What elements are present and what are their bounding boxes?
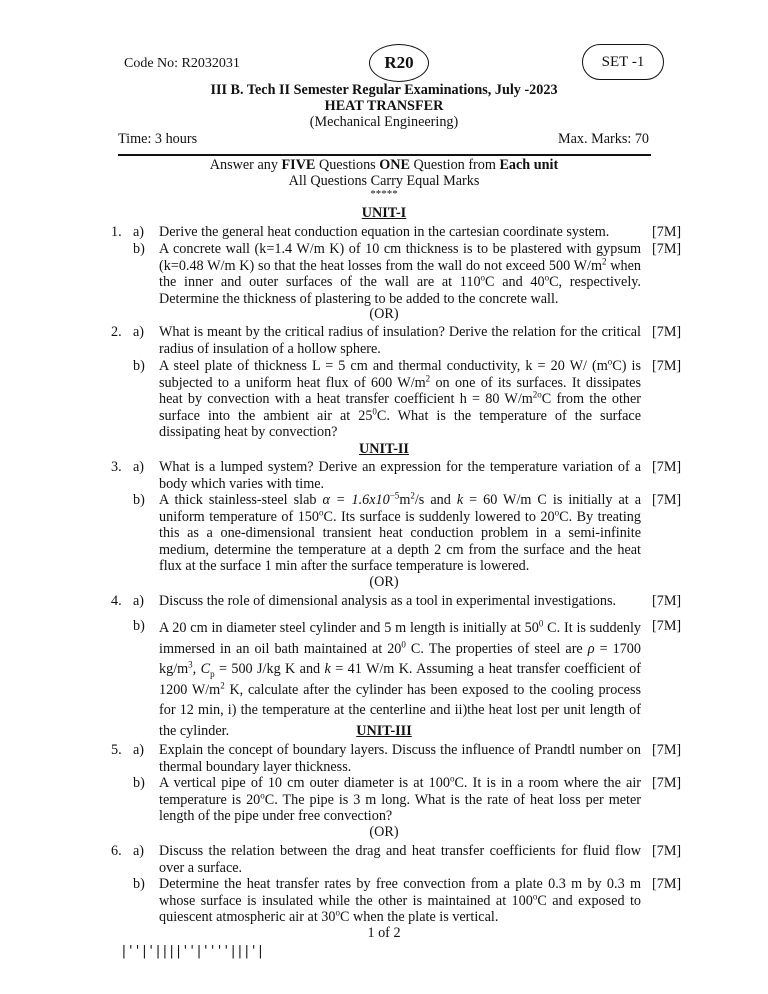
q6b-text: Determine the heat transfer rates by free convection from a plate 0.3 m by 0.3 m whose surface is insulated while the other is maintained at 100$^o$C and exposed to quiescent atmospheric air at 30$^o$C when the plate is vertical. bbox=[159, 876, 641, 926]
q1a-label: a) bbox=[133, 224, 145, 240]
q5a-label: a) bbox=[133, 742, 145, 758]
q3b-mark: [7M] bbox=[652, 492, 682, 508]
q1b-text: A concrete wall (k=1.4 W/m K) of 10 cm thickness is to be plastered with gypsum (k=0.48 W/m K) so that the heat losses from the wall do not exceed 500 $W/m^2$ when the inner and outer surfaces of the wall are at 110$^o$C and 40$^o$C, respectively. Determine the thickness of plastering to be added to the concrete wall. bbox=[159, 241, 642, 307]
q2a-label: a) bbox=[133, 324, 145, 340]
q2b-label: b) bbox=[133, 358, 145, 374]
q6b-label: b) bbox=[133, 876, 145, 892]
q2b-text: A steel plate of thickness L = 5 cm and thermal conductivity, k = 20 W/ $(m^oC)$ is subjected to a uniform heat flux of 600 $W/m^2$ on one of its surfaces. It dissipates heat by convection with a heat transfer coefficient h = 80 $W/m^{2o}C$ from the other surface into the ambient air at $25^0C$. What is the temperature of the surface dissipating heat by convection? bbox=[159, 356, 642, 441]
q3b-label: b) bbox=[133, 492, 145, 508]
code-number: Code No: R2032031 bbox=[124, 56, 240, 71]
q3b-text: A thick stainless-steel slab $\alpha = 1.6x10^{-5}m^2/s$ and k = 60 W/m C is initially at a uniform temperature of 150$^o$C. Its surface is suddenly lowered to 20$^o$C. By treating this as a one-dimensional transient heat conduction problem in a semi-infinite medium, determine the temperature at a depth 2 cm from the surface and the heat flux at the surface 1 min after the surface temperature is lowered. bbox=[159, 490, 642, 575]
q3a-label: a) bbox=[133, 459, 145, 475]
instruction-line-1: Answer any FIVE Questions ONE Question from Each unit bbox=[209, 157, 559, 173]
q1-number: 1. bbox=[111, 224, 122, 240]
q4a-label: a) bbox=[133, 593, 145, 609]
q5b-text: A vertical pipe of 10 cm outer diameter is at 100$^o$C. It is in a room where the air temperature is 20$^o$C. The pipe is 3 m long. What is the rate of heat loss per meter length of the pipe under free convection? bbox=[159, 773, 641, 825]
unit-3-heading: UNIT-III bbox=[356, 723, 412, 739]
stars: ***** bbox=[370, 188, 398, 200]
q3a-text: What is a lumped system? Derive an expression for the temperature variation of a body which varies with time. bbox=[159, 459, 641, 492]
header-divider bbox=[118, 154, 651, 156]
unit-1-heading: UNIT-I bbox=[361, 205, 407, 221]
q4-number: 4. bbox=[111, 593, 122, 609]
q2a-mark: [7M] bbox=[652, 324, 682, 340]
q4b-label: b) bbox=[133, 618, 145, 634]
or-separator: (OR) bbox=[369, 306, 399, 322]
regulation-badge: R20 bbox=[369, 44, 429, 82]
subject-title: HEAT TRANSFER bbox=[324, 98, 444, 114]
unit-2-heading: UNIT-II bbox=[359, 441, 409, 457]
time: Time: 3 hours bbox=[118, 131, 198, 147]
q5a-mark: [7M] bbox=[652, 742, 682, 758]
or-separator: (OR) bbox=[369, 574, 399, 590]
q3a-mark: [7M] bbox=[652, 459, 682, 475]
max-marks: Max. Marks: 70 bbox=[558, 131, 650, 147]
q5b-mark: [7M] bbox=[652, 775, 682, 791]
q1b-mark: [7M] bbox=[652, 241, 682, 257]
q1a-text: Derive the general heat conduction equation in the cartesian coordinate system. bbox=[159, 224, 610, 240]
q3-number: 3. bbox=[111, 459, 122, 475]
q4a-text: Discuss the role of dimensional analysis as a tool in experimental investigations. bbox=[159, 593, 617, 609]
q6a-label: a) bbox=[133, 843, 145, 859]
q4a-mark: [7M] bbox=[652, 593, 682, 609]
q2b-mark: [7M] bbox=[652, 358, 682, 374]
q5b-label: b) bbox=[133, 775, 145, 791]
q2-number: 2. bbox=[111, 324, 122, 340]
q2a-text: What is meant by the critical radius of insulation? Derive the relation for the critical radius of insulation of a hollow sphere. bbox=[159, 324, 641, 357]
page-number: 1 of 2 bbox=[367, 925, 401, 941]
or-separator: (OR) bbox=[369, 824, 399, 840]
q4b-text: A 20 cm in diameter steel cylinder and 5 m length is initially at $50^0$ C. It is suddenly immersed in an oil bath maintained at $20^0$ C. The properties of steel are ρ = 1700 $kg/m^3$, $C_p = 500$ J/kg K and k = 41 W/m K. Assuming a heat transfer coefficient of 1200 $W/m^2$ K, calculate after the cylinder has been exposed to the cooling process for 12 min, i) the temperature at the centerline and ii)the heat lost per unit length of the cylinder. bbox=[159, 618, 642, 739]
set-badge: SET -1 bbox=[582, 44, 664, 80]
q4b-mark: [7M] bbox=[652, 618, 682, 634]
instruction-line-2: All Questions Carry Equal Marks bbox=[288, 173, 480, 189]
barcode: |''|'||||''|''''|||'| bbox=[120, 944, 264, 959]
q1b-label: b) bbox=[133, 241, 145, 257]
q6a-mark: [7M] bbox=[652, 843, 682, 859]
q6a-text: Discuss the relation between the drag and heat transfer coefficients for fluid flow over a surface. bbox=[159, 843, 641, 876]
q1a-mark: [7M] bbox=[652, 224, 682, 240]
q6-number: 6. bbox=[111, 843, 122, 859]
q6b-mark: [7M] bbox=[652, 876, 682, 892]
branch: (Mechanical Engineering) bbox=[309, 114, 459, 130]
q5-number: 5. bbox=[111, 742, 122, 758]
q5a-text: Explain the concept of boundary layers. Discuss the influence of Prandtl number on thermal boundary layer thickness. bbox=[159, 742, 641, 775]
exam-title: III B. Tech II Semester Regular Examinations, July -2023 bbox=[210, 82, 558, 98]
